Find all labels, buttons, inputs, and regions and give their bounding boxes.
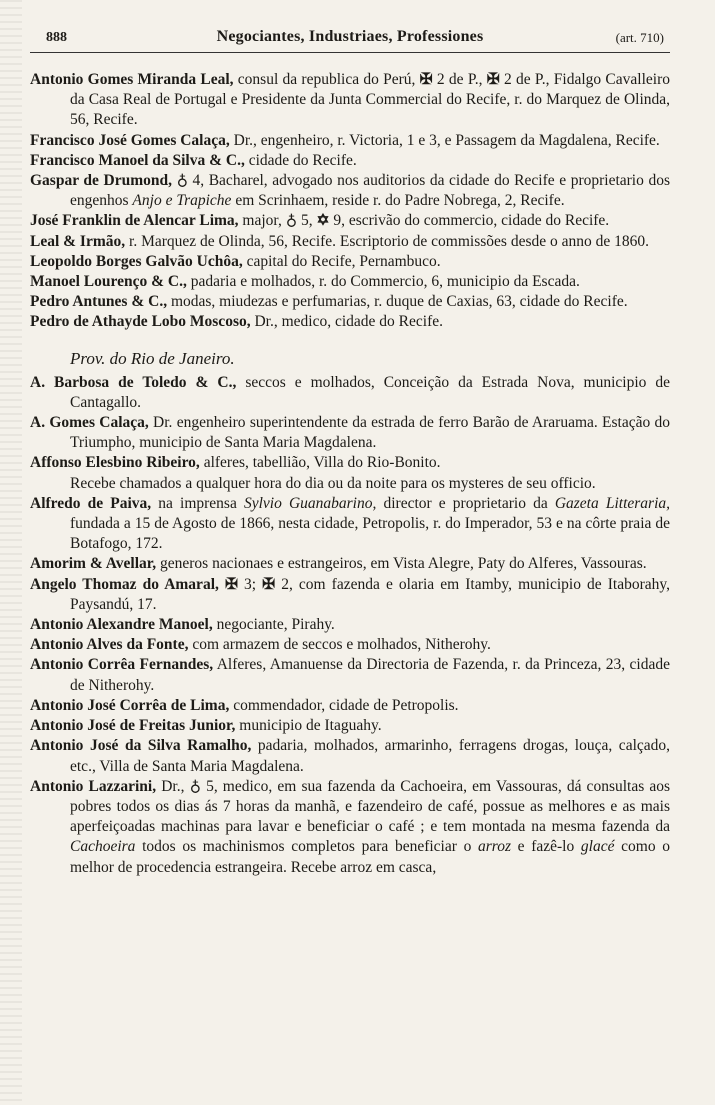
entry-text: Dr.,: [161, 777, 190, 795]
entry-name: Leal & Irmão,: [30, 232, 126, 250]
entry-text: padaria, molhados, armarinho, ferragens drogas, louça, calçado, etc., Villa de Santa Maria Magdalena.: [70, 737, 671, 775]
entry-italic: Gazeta Litteraria,: [554, 494, 671, 512]
order-symbol-icon: ✠: [262, 575, 276, 593]
directory-entry: [30, 272, 670, 292]
entry-text: na imprensa: [158, 494, 244, 512]
entry-text: em Scrinhaem, reside r. do Padre Nobrega, 2, Recife.: [231, 192, 565, 210]
entry-name: Amorim & Avellar,: [30, 555, 157, 573]
order-symbol-icon: ✡: [316, 212, 330, 230]
entry-name: Antonio Alves da Fonte,: [30, 636, 189, 654]
order-symbol-icon: ✠: [486, 71, 500, 88]
directory-entry: [30, 655, 670, 695]
entry-name: Antonio Gomes Miranda Leal,: [30, 71, 234, 88]
entry-group-rio-2: [30, 554, 670, 776]
directory-entry: [30, 736, 670, 776]
entry-text: e fazê-lo: [511, 838, 581, 856]
directory-entry: [30, 292, 670, 312]
directory-entry: [30, 70, 670, 131]
order-symbol-icon: ✠: [224, 575, 238, 593]
entry-alfredo: [30, 494, 670, 555]
entry-text: todos os machinismos completos para beneficiar o: [135, 838, 478, 856]
entry-text: 5,: [297, 212, 317, 230]
entry-text: 4, Bacharel, advogado nos auditorios da cidade do Recife e proprietario dos engenhos: [70, 172, 670, 210]
order-symbol-icon: ♁: [189, 777, 201, 795]
running-title: Negociantes, Industriaes, Professiones: [216, 28, 484, 45]
entry-group-recife: [30, 70, 670, 333]
entry-italic: Sylvio Guanabarino,: [243, 494, 377, 512]
entry-name: Antonio José Corrêa de Lima,: [30, 696, 230, 714]
directory-entry: [30, 232, 670, 252]
entry-text: Dr. engenheiro superintendente da estrada de ferro Barão de Araruama. Estação do Triumpho, municipio de Santa Maria Magdalena.: [70, 414, 671, 452]
entry-text: major,: [242, 212, 286, 230]
entry-text: director e proprietario da: [376, 494, 555, 512]
entry-group-rio: [30, 373, 670, 474]
entry-text: modas, miudezas e perfumarias, r. duque de Caxias, 63, cidade do Recife.: [170, 293, 628, 311]
entry-text: 5, medico, em sua fazenda da Cachoeira, em Vassouras, dá consultas aos pobres todos os dias ás 7 horas da manhã, e fazendeiro de café, possue as melhores e as mais aperfeiçoadas machinas para lavar e beneficiar o café ; e tem montada na mesma fazenda da: [70, 777, 671, 836]
entry-name: Francisco Manoel da Silva & C.,: [30, 151, 245, 169]
entry-text: capital do Recife, Pernambuco.: [246, 252, 441, 270]
directory-entry: [30, 171, 670, 211]
entry-text: seccos e molhados, Conceição da Estrada Nova, municipio de Cantagallo.: [70, 373, 670, 411]
entry-name: Angelo Thomaz do Amaral,: [30, 575, 219, 593]
entry-text: negociante, Pirahy.: [216, 616, 335, 634]
entry-name: Gaspar de Drumond,: [30, 172, 172, 190]
directory-entry: [30, 413, 670, 453]
entry-italic: arroz: [477, 838, 512, 856]
entry-text: cidade do Recife.: [248, 151, 357, 169]
page-header: [30, 28, 670, 53]
entry-name: Francisco José Gomes Calaça,: [30, 131, 230, 149]
entry-lazzarini: [30, 777, 670, 878]
directory-entry: [30, 252, 670, 272]
entry-name: Antonio Corrêa Fernandes,: [30, 656, 214, 674]
entry-text: Alferes, Amanuense da Directoria de Fazenda, r. da Princeza, 23, cidade de Nitherohy.: [70, 656, 670, 694]
entry-text: padaria e molhados, r. do Commercio, 6, municipio da Escada.: [190, 273, 580, 291]
entry-text: municipio de Itaguahy.: [239, 717, 382, 735]
directory-entry: [30, 575, 670, 615]
entry-italic: glacé: [580, 838, 615, 856]
province-heading: Prov. do Rio de Janeiro.: [70, 348, 235, 368]
entry-name: A. Gomes Calaça,: [30, 414, 149, 432]
directory-entry: [30, 696, 670, 716]
directory-entry: [30, 554, 670, 574]
entry-text: commendador, cidade de Petropolis.: [233, 696, 459, 714]
order-symbol-icon: ✠: [419, 71, 433, 88]
affonso-note: Recebe chamados a qualquer hora do dia ou da noite para os mysteres de seu officio.: [70, 474, 596, 492]
entry-text: com armazem de seccos e molhados, Nitherohy.: [192, 636, 491, 654]
order-symbol-icon: ♁: [285, 212, 298, 230]
entry-name: Pedro Antunes & C.,: [30, 293, 168, 311]
article-ref: (art. 710): [615, 30, 664, 45]
entry-italic: Cachoeira: [70, 838, 136, 856]
entry-name: Affonso Elesbino Ribeiro,: [30, 454, 200, 472]
entry-name: José Franklin de Alencar Lima,: [30, 212, 239, 230]
directory-entry: [30, 211, 670, 231]
entry-text: Dr., medico, cidade do Recife.: [254, 313, 443, 331]
entry-text: como o melhor de procedencia estrangeira. Recebe arroz em casca,: [70, 838, 670, 876]
directory-entry: [30, 615, 670, 635]
entry-text: fundada a 15 de Agosto de 1866, nesta cidade, Petropolis, r. do Imperador, 53 e na côrte praia de Botafogo, 172.: [70, 515, 670, 553]
entry-name: Manoel Lourenço & C.,: [30, 273, 187, 291]
entry-name: Antonio José da Silva Ramalho,: [30, 737, 252, 755]
directory-entry: [30, 131, 670, 151]
entry-text: 2 de P.,: [432, 71, 487, 88]
margin-speckle: [0, 0, 22, 1105]
directory-entry: [30, 312, 670, 332]
directory-entry: [30, 373, 670, 413]
entry-name: Leopoldo Borges Galvão Uchôa,: [30, 252, 243, 270]
entry-text: 2, com fazenda e olaria em Itamby, municipio de Itaborahy, Paysandú, 17.: [70, 575, 670, 613]
entry-text: alferes, tabellião, Villa do Rio-Bonito.: [203, 454, 441, 472]
directory-entry: [30, 151, 670, 171]
entry-text: 2 de P., Fidalgo Cavalleiro da Casa Real de Portugal e Presidente da Junta Commercial do Recife, r. do Marquez de Olinda, 56, Recife.: [70, 71, 670, 129]
entry-name: Alfredo de Paiva,: [30, 494, 152, 512]
order-symbol-icon: ♁: [176, 172, 188, 190]
entry-name: A. Barbosa de Toledo & C.,: [30, 373, 237, 391]
entry-text: 9, escrivão do commercio, cidade do Recife.: [329, 212, 610, 230]
page-number: 888: [46, 30, 67, 45]
entry-name: Pedro de Athayde Lobo Moscoso,: [30, 313, 251, 331]
entry-name: Antonio Lazzarini,: [30, 777, 157, 795]
entry-text: consul da republica do Perú,: [237, 71, 420, 88]
entry-text: r. Marquez de Olinda, 56, Recife. Escriptorio de commissões desde o anno de 1860.: [129, 232, 649, 250]
entry-text: generos nacionaes e estrangeiros, em Vista Alegre, Paty do Alferes, Vassouras.: [160, 555, 647, 573]
entry-name: Antonio José de Freitas Junior,: [30, 717, 236, 735]
entry-list: [30, 70, 670, 878]
directory-entry: [30, 635, 670, 655]
entry-italic: Anjo e Trapiche: [132, 192, 232, 210]
entry-text: 3;: [237, 575, 263, 593]
directory-entry: [30, 716, 670, 736]
entry-name: Antonio Alexandre Manoel,: [30, 616, 213, 634]
directory-entry: [30, 453, 670, 473]
entry-text: Dr., engenheiro, r. Victoria, 1 e 3, e Passagem da Magdalena, Recife.: [233, 131, 660, 149]
